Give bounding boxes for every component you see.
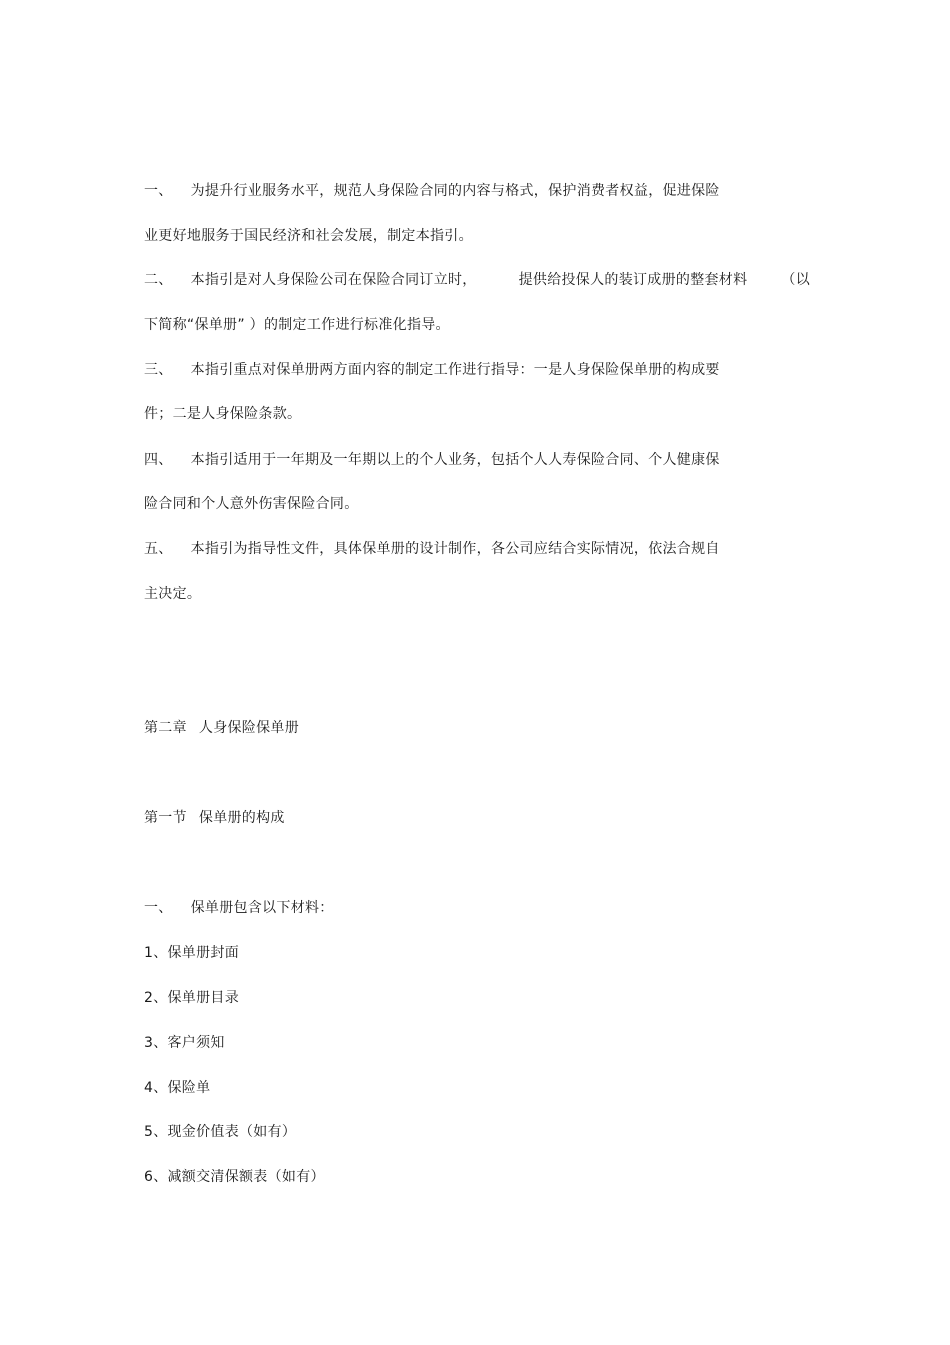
item-2-text-c: （以	[781, 272, 811, 288]
chapter-title: 人身保险保单册	[198, 720, 300, 736]
item-5-text: 本指引为指导性文件，具体保单册的设计制作，各公司应结合实际情况，依法合规自	[190, 541, 720, 557]
item-2-line-1	[144, 270, 810, 290]
item-5-line-1	[144, 539, 720, 559]
item-3-line-2: 件；二是人身保险条款。	[144, 406, 302, 422]
item-2-line-2: 下简称“保单册” ）的制定工作进行标准化指导。	[144, 317, 450, 333]
item-1-line-1	[144, 181, 720, 201]
list-item: 5、现金价值表（如有）	[144, 1124, 297, 1140]
item-5-line-2: 主决定。	[144, 586, 202, 602]
item-3-number: 三、	[144, 362, 173, 378]
item-3-line-1	[144, 360, 720, 380]
chapter-label: 第二章	[144, 720, 187, 736]
list-item: 1、保单册封面	[144, 945, 240, 961]
item-2-text-b: 提供给投保人的装订成册的整套材料	[518, 272, 748, 288]
item-5-number: 五、	[144, 541, 173, 557]
section-label: 第一节	[144, 810, 187, 826]
item-4-number: 四、	[144, 452, 173, 468]
item-4-text: 本指引适用于一年期及一年期以上的个人业务，包括个人人寿保险合同、个人健康保	[190, 452, 720, 468]
materials-intro-text: 保单册包含以下材料：	[190, 900, 334, 916]
section-heading	[144, 808, 285, 828]
section-title: 保单册的构成	[198, 810, 285, 826]
item-1-line-2: 业更好地服务于国民经济和社会发展，制定本指引。	[144, 228, 473, 244]
chapter-heading	[144, 718, 299, 738]
item-4-line-2: 险合同和个人意外伤害保险合同。	[144, 496, 359, 512]
list-item: 4、保险单	[144, 1080, 211, 1096]
materials-number: 一、	[144, 900, 173, 916]
item-2-number: 二、	[144, 272, 173, 288]
list-item: 3、客户须知	[144, 1035, 225, 1051]
materials-intro	[144, 898, 334, 918]
item-1-text: 为提升行业服务水平，规范人身保险合同的内容与格式，保护消费者权益，促进保险	[190, 183, 720, 199]
item-4-line-1	[144, 450, 720, 470]
item-2-text-a: 本指引是对人身保险公司在保险合同订立时，	[190, 272, 477, 288]
item-1-number: 一、	[144, 183, 173, 199]
list-item: 2、保单册目录	[144, 990, 240, 1006]
list-item: 6、减额交清保额表（如有）	[144, 1169, 325, 1185]
item-3-text: 本指引重点对保单册两方面内容的制定工作进行指导：一是人身保险保单册的构成要	[190, 362, 720, 378]
